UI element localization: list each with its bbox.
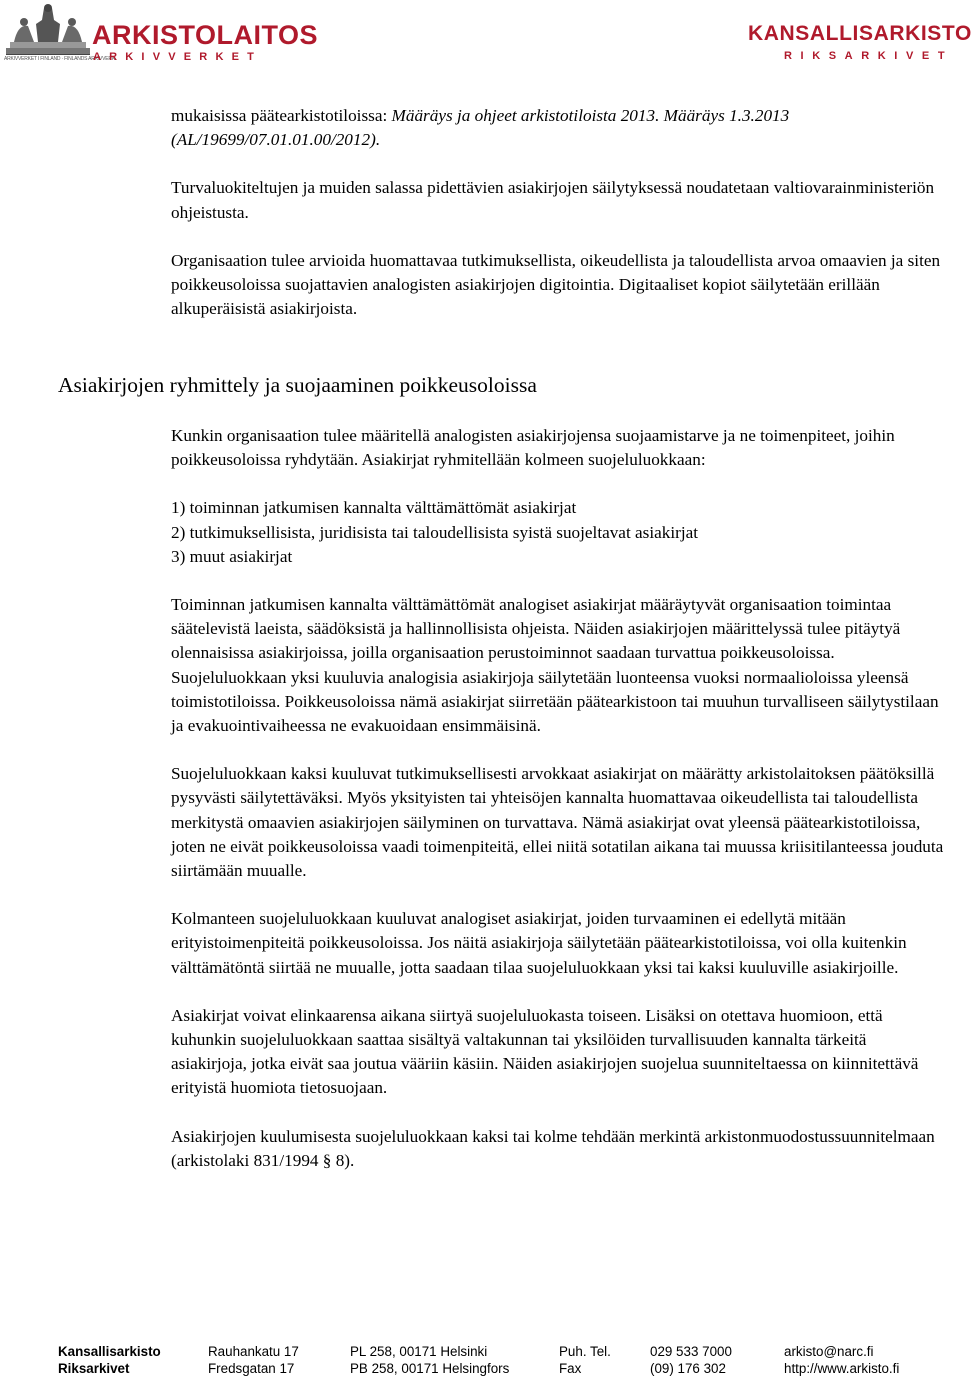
footer-postal: PB 258, 00171 Helsingfors <box>350 1361 510 1376</box>
seal-caption: ARKIVVERKET I FINLAND · FINLANDS ARKIVVERK <box>4 56 115 62</box>
paragraph-class-transitions: Asiakirjat voivat elinkaarensa aikana siirtyä suojeluluokasta toiseen. Lisäksi on otettava huomioon, että kuhunkin suojeluluokkaan saattaa sisältyä valtakunnan tai yksilöiden turvallisuuden kannalta tärkeitä asiakirjoja, jotka eivät saa joutua vääriin käsiin. Näiden asiakirjojen suojelua suunniteltaessa on kiinnitettävä erityistä huomiota tietosuojaan. <box>171 1005 919 1098</box>
footer-website-link[interactable]: http://www.arkisto.fi <box>784 1361 900 1376</box>
footer-fax-label: Fax <box>559 1361 582 1376</box>
footer-email-link[interactable]: arkisto@narc.fi <box>784 1344 874 1359</box>
footer-fax: (09) 176 302 <box>650 1361 726 1376</box>
page-footer <box>58 1343 958 1377</box>
paragraph-class-two: Suojeluluokkaan kaksi kuuluvat tutkimuksellisesti arvokkaat asiakirjat on määrätty arkistolaitoksen päätöksillä pysyvästi säilytettäväksi. Myös yksityisten tai yhteisöjen kannalta huomattavaa oikeudellista tai taloudellista merkitystä omaavien asiakirjojen säilyminen on turvattava. Nämä asiakirjat ovat yleensä päätearkistotiloissa, joten ne eivät poikkeusoloissa vaadi toimenpiteitä, ellei niitä sotatilan aikana tai muussa kriisitilanteessa jouduta siirtämään muualle. <box>171 764 944 881</box>
paragraph-classified: Turvaluokiteltujen ja muiden salassa pidettävien asiakirjojen säilytyksessä noudatetaan valtiovarainministeriön ohjeistusta. <box>171 178 935 222</box>
paragraph-regulation <box>171 104 941 152</box>
intro-text <box>171 104 941 345</box>
footer-phone-label: Puh. Tel. <box>559 1344 611 1359</box>
footer-street: Rauhankatu 17 <box>208 1344 299 1359</box>
footer-row-finnish <box>58 1343 958 1360</box>
protection-class-list <box>171 496 946 569</box>
footer-row-swedish <box>58 1360 958 1377</box>
footer-org-name: Kansallisarkisto <box>58 1344 161 1359</box>
section-body <box>171 424 946 1197</box>
list-item: 2) tutkimuksellisista, juridisista tai taloudellisista syistä suojeltavat asiakirjat <box>171 522 699 542</box>
paragraph-marking: Asiakirjojen kuulumisesta suojeluluokkaan kaksi tai kolme tehdään merkintä arkistonmuodostussuunnitelmaan (arkistolaki 831/1994 § 8). <box>171 1126 935 1170</box>
section-heading: Asiakirjojen ryhmittely ja suojaaminen poikkeusoloissa <box>58 373 537 397</box>
list-item: 1) toiminnan jatkumisen kannalta välttämättömät asiakirjat <box>171 498 577 518</box>
brand-arkistolaitos: ARKISTOLAITOS <box>92 20 319 50</box>
brand-riksarkivet: RIKSARKIVET <box>784 50 954 62</box>
page-header <box>0 0 972 80</box>
brand-arkivverket: ARKIVVERKET <box>93 51 263 63</box>
paragraph-class-three: Kolmanteen suojeluluokkaan kuuluvat analogiset asiakirjat, joiden turvaaminen ei edellytä mitään erityistoimenpiteitä poikkeusoloissa. Jos näitä asiakirjoja säilytetään päätearkistotiloissa, voi olla kuitenkin välttämätöntä siirtää ne muualle, jotta saadaan tilaa suojeluluokkaan yksi tai kaksi kuuluville asiakirjoille. <box>171 909 907 977</box>
footer-street: Fredsgatan 17 <box>208 1361 295 1376</box>
footer-postal: PL 258, 00171 Helsinki <box>350 1344 488 1359</box>
paragraph-class-one: Toiminnan jatkumisen kannalta välttämättömät analogiset asiakirjat määräytyvät organisaation toimintaa säätelevistä laeista, säädöksistä ja hallinnollisista ohjeista. Näiden asiakirjojen määrittelyssä tulee pitäytyä olennaisissa asiakirjoissa, joilla organisaation perustoiminnot saadaan turvattua poikkeusoloissa. Suojeluluokkaan yksi kuuluvia analogisia asiakirjoja säilytetään luonteensa vuoksi normaalioloissa yleensä toimistotiloissa. Poikkeusoloissa nämä asiakirjat siirretään päätearkistoon tai muuhun turvalliseen säilytystilaan ja evakuointivaiheessa ne evakuoidaan ensimmäisinä. <box>171 595 939 736</box>
paragraph-classes-intro: Kunkin organisaation tulee määritellä analogisten asiakirjojensa suojaamistarve ja ne toimenpiteet, joihin poikkeusoloissa ryhdytään. Asiakirjat ryhmitellään kolmeen suojeluluokkaan: <box>171 426 895 470</box>
brand-kansallisarkisto: KANSALLISARKISTO <box>748 22 972 45</box>
footer-phone: 029 533 7000 <box>650 1344 732 1359</box>
paragraph-digitization: Organisaation tulee arvioida huomattavaa tutkimuksellista, oikeudellista ja taloudellista arvoa omaavien ja siten poikkeusoloissa suojattavien analogisten asiakirjojen digitointia. Digitaaliset kopiot säilytetään erillään alkuperäisistä asiakirjoista. <box>171 250 941 319</box>
regulation-reference: Määräys ja ohjeet arkistotiloista 2013. Määräys 1.3.2013 (AL/19699/07.01.01.00/2012). <box>171 106 790 150</box>
footer-org-name: Riksarkivet <box>58 1361 130 1376</box>
list-item: 3) muut asiakirjat <box>171 546 293 566</box>
regulation-lead: mukaisissa päätearkistotiloissa: <box>171 106 392 125</box>
